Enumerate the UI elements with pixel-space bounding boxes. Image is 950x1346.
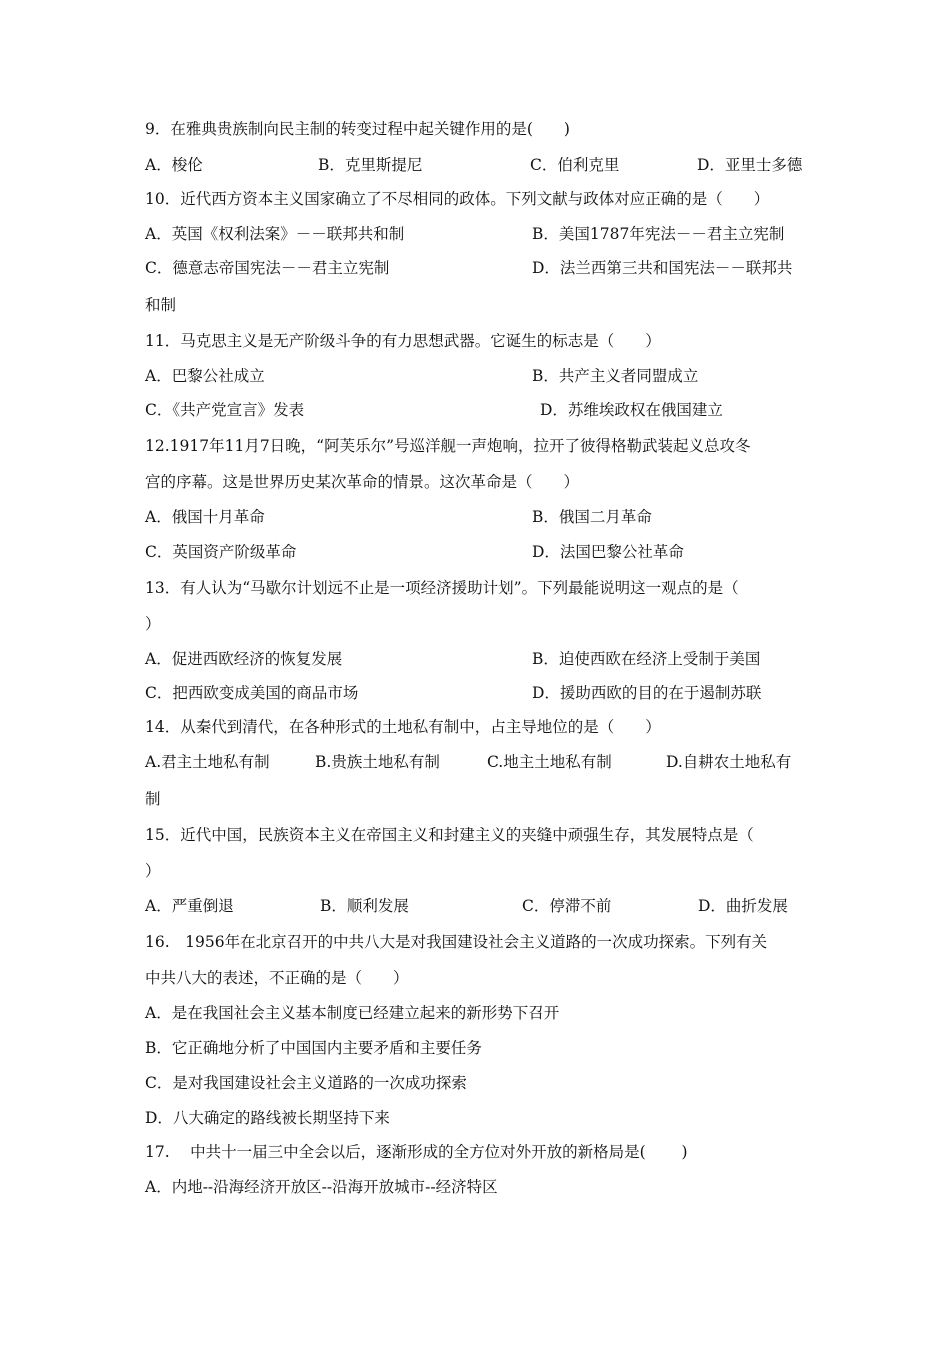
q10-option-b: B．美国1787年宪法－－君主立宪制 [532,225,785,243]
question-15-stem-line1: 15．近代中国，民族资本主义在帝国主义和封建主义的夹缝中顽强生存，其发展特点是（ [145,826,754,844]
question-9-stem: 9．在雅典贵族制向民主制的转变过程中起关键作用的是( ) [145,120,570,138]
question-17-stem: 17. 中共十一届三中全会以后，逐渐形成的全方位对外开放的新格局是( ) [145,1143,688,1161]
question-12-stem-line1: 12.1917年11月7日晚，“阿芙乐尔”号巡洋舰一声炮响，拉开了彼得格勒武装起义总攻冬 [145,437,751,455]
q12-option-a: A．俄国十月革命 [145,508,265,526]
q12-option-d: D．法国巴黎公社革命 [532,543,684,561]
q10-option-d-wrap: 和制 [145,296,177,314]
question-15-stem-line2: ） [145,862,161,880]
q13-option-d: D．援助西欧的目的在于遏制苏联 [532,684,762,702]
q17-option-a: A．内地--沿海经济开放区--沿海开放城市--经济特区 [145,1178,498,1196]
q11-option-c: C．《共产党宣言》发表 [145,401,305,419]
q15-option-a: A．严重倒退 [145,897,234,915]
q9-option-c: C．伯利克里 [530,156,620,174]
q13-option-c: C．把西欧变成美国的商品市场 [145,684,359,702]
q12-option-c: C．英国资产阶级革命 [145,543,297,561]
question-16-stem-line2: 中共八大的表述，不正确的是（ ） [145,969,409,987]
q11-option-b: B．共产主义者同盟成立 [532,367,699,385]
question-16-stem-line1: 16. 1956年在北京召开的中共八大是对我国建设社会主义道路的一次成功探索。下列有关 [145,933,768,951]
q9-option-b: B．克里斯提尼 [318,156,423,174]
q15-option-b: B．顺利发展 [320,897,409,915]
question-11-stem: 11．马克思主义是无产阶级斗争的有力思想武器。它诞生的标志是（ ） [145,332,661,350]
q13-option-a: A．促进西欧经济的恢复发展 [145,650,343,668]
q16-option-b: B．它正确地分析了中国国内主要矛盾和主要任务 [145,1039,482,1057]
q16-option-d: D．八大确定的路线被长期坚持下来 [145,1109,390,1127]
q14-option-b: B.贵族土地私有制 [315,753,440,771]
question-14-stem: 14．从秦代到清代，在各种形式的土地私有制中，占主导地位的是（ ） [145,718,661,736]
q16-option-c: C．是对我国建设社会主义道路的一次成功探索 [145,1074,467,1092]
q14-option-a: A.君主土地私有制 [145,753,270,771]
question-13-stem-line1: 13．有人认为“马歇尔计划远不止是一项经济援助计划”。下列最能说明这一观点的是（ [145,579,739,597]
q15-option-d: D．曲折发展 [698,897,788,915]
q15-option-c: C．停滞不前 [522,897,612,915]
q11-option-d: D．苏维埃政权在俄国建立 [540,401,723,419]
q13-option-b: B．迫使西欧在经济上受制于美国 [532,650,761,668]
q14-option-d: D.自耕农土地私有 [666,753,792,771]
q14-option-c: C.地主土地私有制 [487,753,612,771]
question-10-stem: 10．近代西方资本主义国家确立了不尽相同的政体。下列文献与政体对应正确的是（ ） [145,190,770,208]
question-12-stem-line2: 宫的序幕。这是世界历史某次革命的情景。这次革命是（ ） [145,473,580,491]
q9-option-a: A．梭伦 [145,156,203,174]
q16-option-a: A．是在我国社会主义基本制度已经建立起来的新形势下召开 [145,1004,560,1022]
q9-option-d: D．亚里士多德 [697,156,803,174]
q14-option-d-wrap: 制 [145,790,161,808]
q10-option-d: D．法兰西第三共和国宪法－－联邦共 [532,259,793,277]
q10-option-a: A．英国《权利法案》－－联邦共和制 [145,225,405,243]
q12-option-b: B．俄国二月革命 [532,508,652,526]
q11-option-a: A．巴黎公社成立 [145,367,265,385]
q10-option-c: C．德意志帝国宪法－－君主立宪制 [145,259,390,277]
question-13-stem-line2: ） [145,615,161,633]
